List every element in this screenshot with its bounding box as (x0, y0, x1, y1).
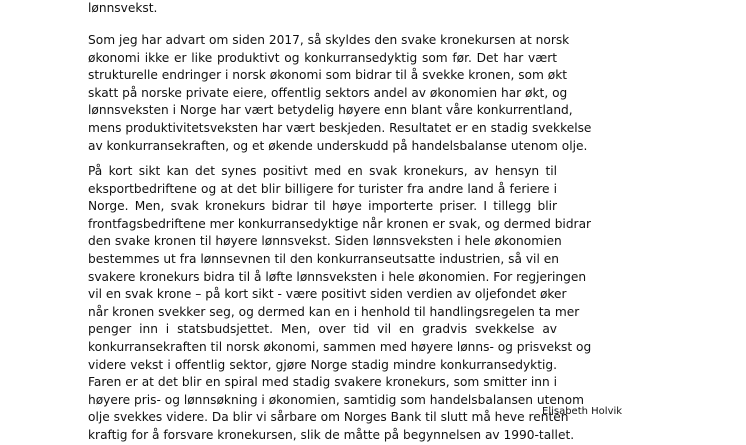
text-line: frontfagsbedriftene mer konkurransedyktige når kronen er svak, og dermed bidrar (88, 216, 592, 231)
text-line: eksportbedriftene og at det blir billigere for turister fra andre land å feriere i (88, 181, 557, 196)
text-line: kraftig for å forsvare kronekursen, slik de måtte på begynnelsen av 1990-tallet. (88, 427, 575, 442)
text-line: svakere kronekurs bidra til å løfte lønnsveksten i hele økonomien. For regjeringen (88, 269, 587, 284)
text-line: den svake kronen til høyere lønnsvekst. Siden lønnsveksten i hele økonomien (88, 234, 562, 249)
text-line: lønnsveksten i Norge har vært betydelig høyere enn blant våre konkurrentland, (88, 103, 573, 118)
text-line: av konkurransekraften, og et økende underskudd på handelsbalanse utenom olje. (88, 138, 588, 153)
text-line: bestemmes ut fra lønnsevnen til den konkurranseutsatte industrien, så vil en (88, 251, 559, 266)
text-line: økonomi ikke er like produktivt og konkurransedyktig som før. Det har vært (88, 50, 557, 65)
author-caption: Elisabeth Holvik (542, 406, 623, 417)
text-line: penger inn i statsbudsjettet. Men, over tid vil en gradvis svekkelse av (88, 322, 557, 337)
text-line: når kronen svekker seg, og dermed kan en i henhold til handlingsregelen ta mer (88, 304, 580, 319)
text-line: konkurransekraften til norsk økonomi, sammen med høyere lønns- og prisvekst og (88, 339, 592, 354)
paragraph-1 (88, 32, 592, 155)
text-line: lønnsvekst. (88, 1, 158, 15)
text-line: strukturelle endringer i norsk økonomi som bidrar til å svekke kronen, som økt (88, 68, 568, 83)
text-line: videre vekst i offentlig sektor, gjøre Norge stadig mindre konkurransedyktig. (88, 357, 557, 372)
text-line: olje svekkes videre. Da blir vi sårbare om Norges Bank til slutt må heve renten (88, 410, 569, 425)
text-line: mens produktivitetsveksten har vært beskjeden. Resultatet er en stadig svekkelse (88, 120, 592, 135)
text-line: På kort sikt kan det synes positivt med en svak kronekurs, av hensyn til (88, 164, 557, 178)
text-line: høyere pris- og lønnsøkning i økonomien, samtidig som handelsbalansen utenom (88, 392, 584, 407)
paragraph-fragment (88, 0, 557, 18)
text-line: Som jeg har advart om siden 2017, så skyldes den svake kronekursen at norsk (88, 33, 570, 47)
text-line: skatt på norske private eiere, offentlig sektors andel av økonomien har økt, og (88, 85, 568, 100)
text-line: Norge. Men, svak kronekurs bidrar til høye importerte priser. I tillegg blir (88, 199, 557, 214)
text-line: vil en svak krone – på kort sikt - være positivt siden verdien av oljefondet øker (88, 287, 567, 302)
text-line: Faren er at det blir en spiral med stadig svakere kronekurs, som smitter inn i (88, 375, 557, 390)
